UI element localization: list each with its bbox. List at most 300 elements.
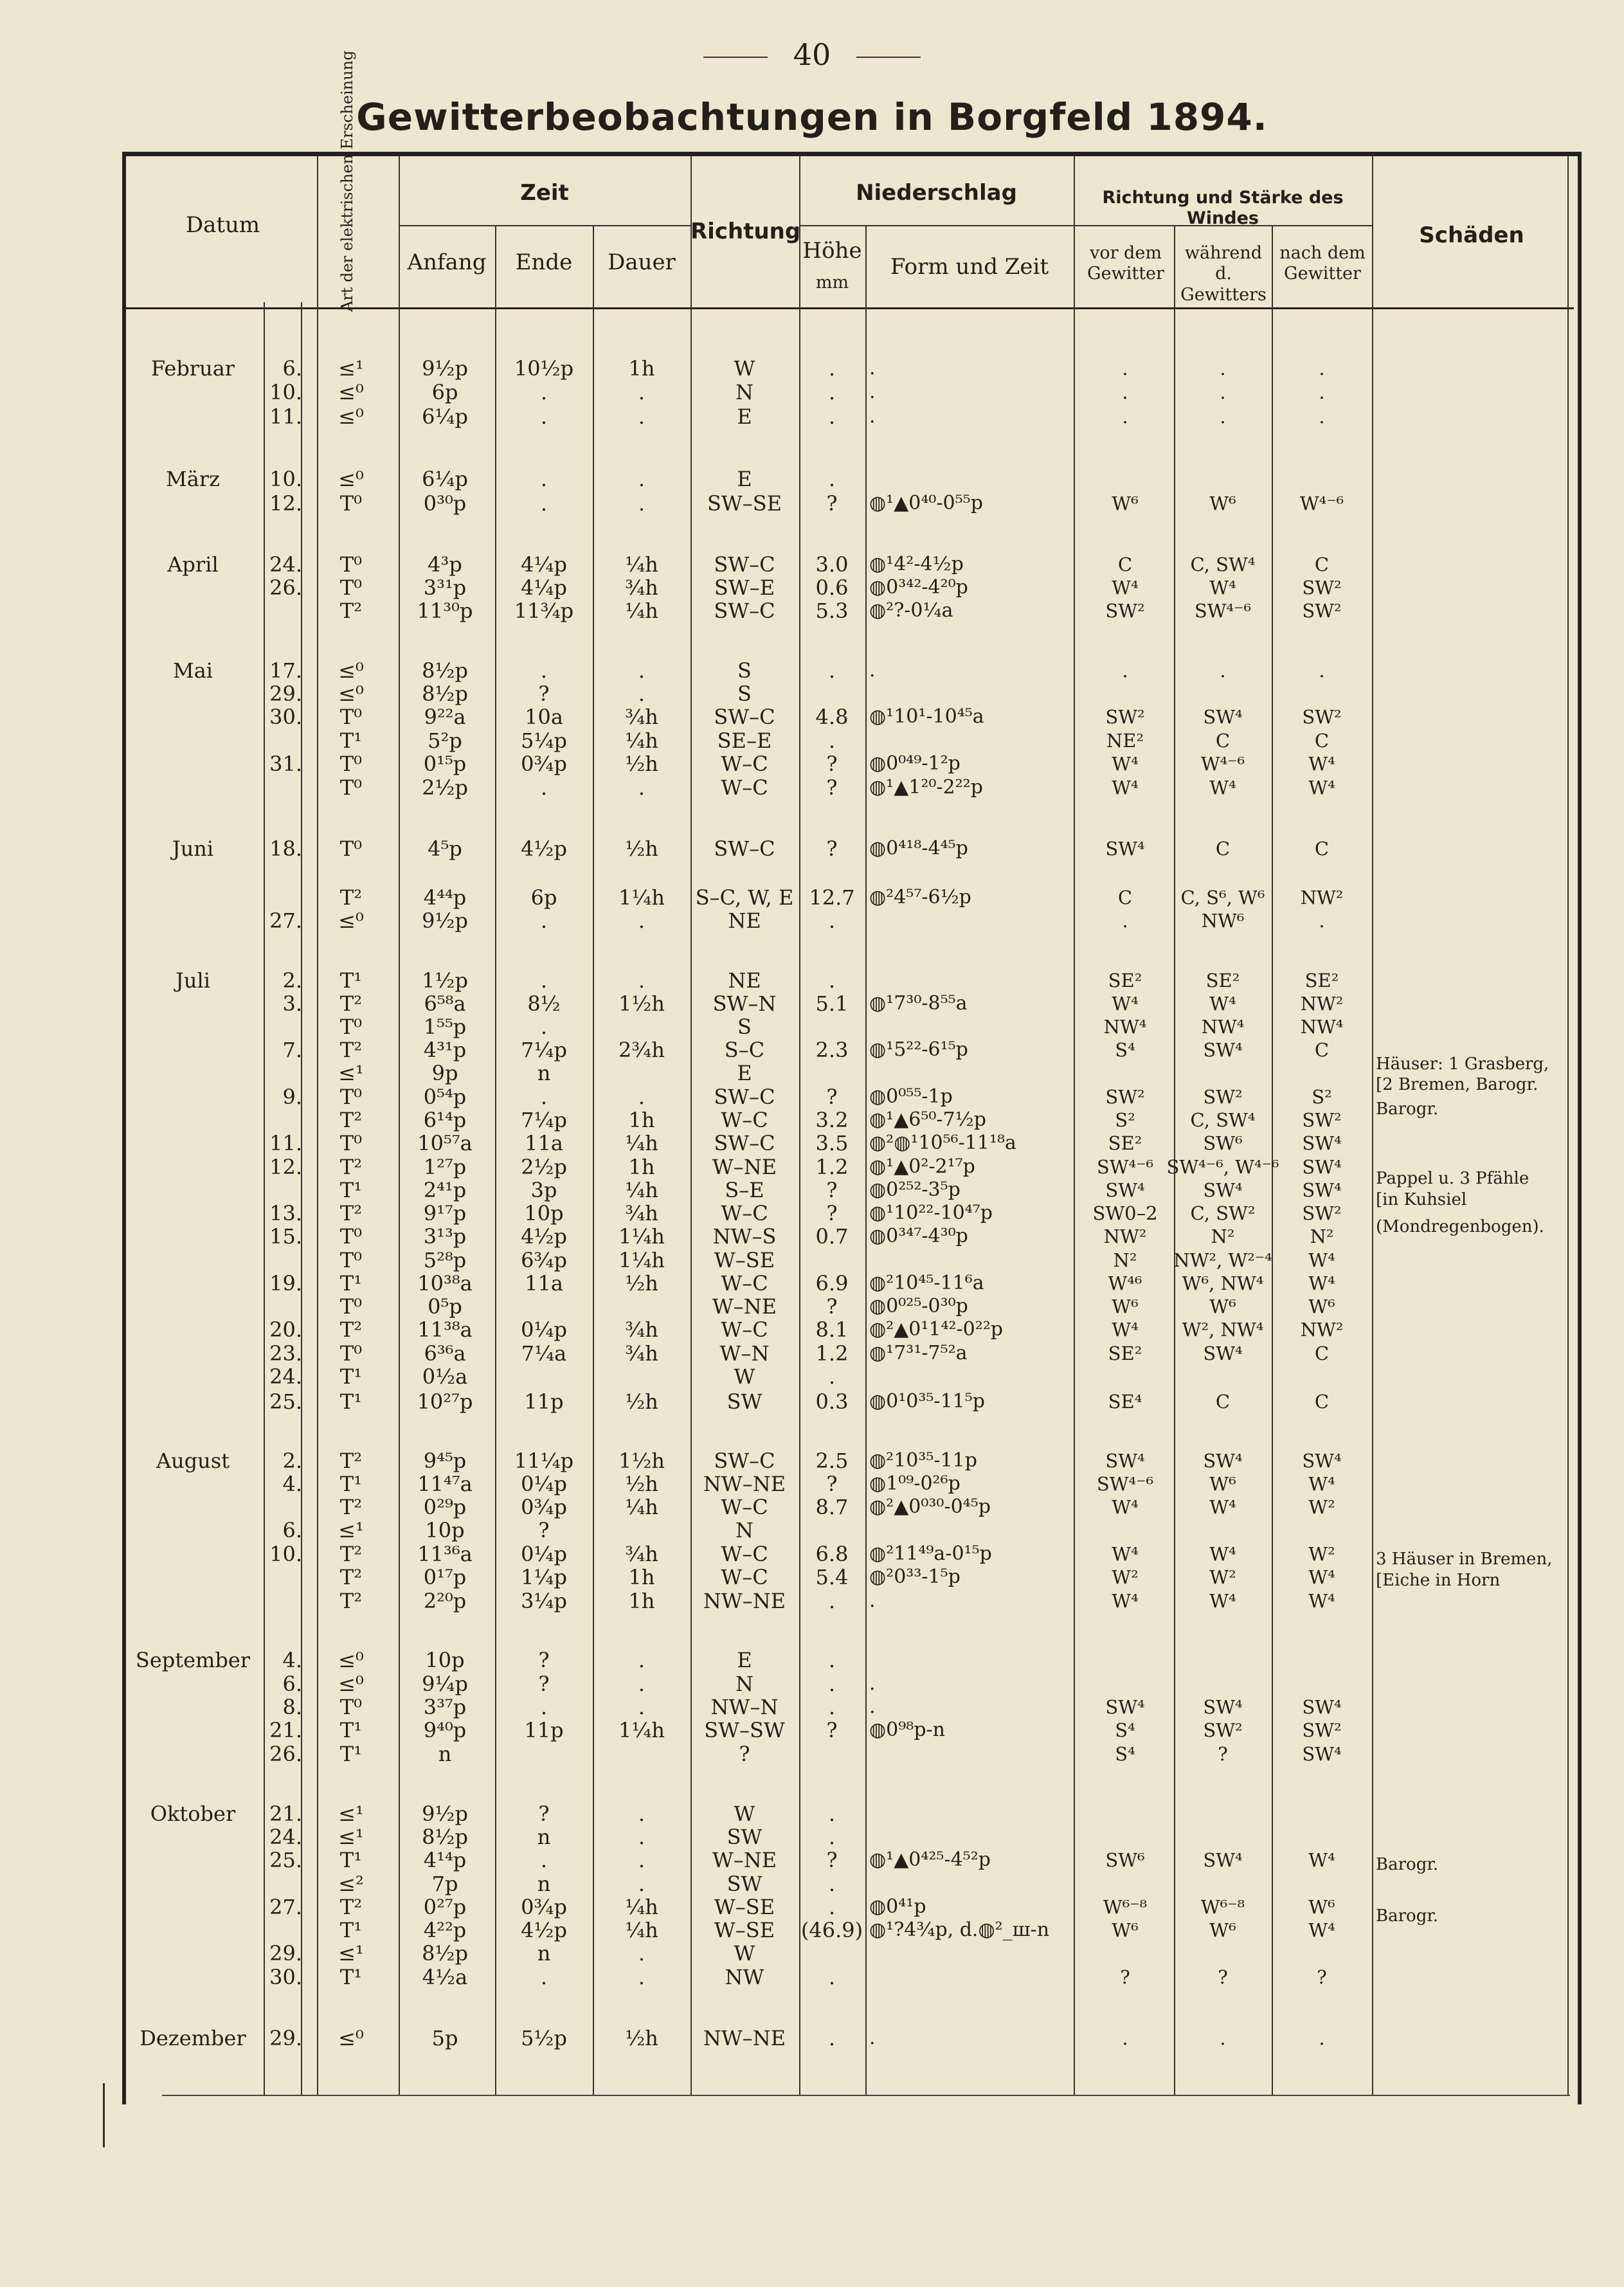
row-wind-waehrend: SW⁴ — [1203, 706, 1243, 728]
header-anfang: Anfang — [407, 249, 487, 275]
row-art: T⁰ — [339, 1294, 363, 1319]
row-month: Juli — [176, 968, 210, 993]
row-ende: ? — [538, 1648, 550, 1672]
row-day: 29. — [269, 2026, 302, 2050]
row-wind-nach: ? — [1317, 1966, 1327, 1988]
row-art: T¹ — [339, 1918, 363, 1942]
row-ende: . — [540, 1965, 548, 1989]
row-form: ◍¹10²²-10⁴⁷p — [869, 1202, 993, 1224]
row-richtung: NW–NE — [703, 2026, 786, 2050]
row-art: T¹ — [339, 968, 363, 993]
row-wind-nach: SW⁴ — [1302, 1743, 1342, 1765]
row-form: ◍²10³⁵-11p — [869, 1449, 977, 1472]
row-art: T² — [339, 1155, 363, 1179]
row-form: . — [869, 1695, 876, 1718]
row-ende: n — [537, 1825, 551, 1849]
row-form: . — [869, 1589, 876, 1612]
row-richtung: W–C — [721, 1271, 768, 1296]
row-dauer: . — [638, 908, 645, 933]
row-hoehe: 2.5 — [815, 1449, 849, 1473]
row-wind-waehrend: SW⁴ — [1203, 1342, 1243, 1364]
row-art: ≤² — [338, 1872, 364, 1896]
row-hoehe: . — [828, 1364, 836, 1389]
row-hoehe: 6.8 — [815, 1542, 849, 1566]
row-form: ◍0⁰⁵⁵-1p — [869, 1085, 953, 1108]
row-anfang: 6¹⁴p — [423, 1108, 467, 1132]
row-ende: n — [537, 1941, 551, 1966]
row-anfang: 10³⁸a — [417, 1271, 473, 1296]
row-wind-waehrend: C — [1215, 1391, 1231, 1413]
row-anfang: 9²²a — [424, 705, 466, 729]
row-art: T² — [339, 1108, 363, 1132]
row-anfang: 9½p — [422, 908, 468, 933]
header-niederschlag: Niederschlag — [856, 180, 1017, 206]
row-richtung: E — [737, 1648, 752, 1672]
row-anfang: 4¹⁴p — [423, 1848, 467, 1872]
row-wind-waehrend: W⁶ — [1209, 1473, 1236, 1495]
row-dauer: ½h — [625, 752, 658, 776]
row-ende: 5¼p — [521, 728, 567, 753]
row-ende: . — [540, 1085, 548, 1109]
row-richtung: SW–C — [714, 1085, 775, 1109]
row-day: 10. — [269, 1542, 302, 1566]
row-richtung: W–C — [721, 752, 768, 776]
row-richtung: SW — [726, 1825, 762, 1849]
row-ende: n — [537, 1872, 551, 1896]
row-art: T⁰ — [339, 1224, 363, 1249]
zeit-rule — [399, 225, 690, 226]
row-day: 30. — [269, 1965, 302, 1989]
row-day: 24. — [269, 552, 302, 577]
row-dauer: . — [638, 380, 645, 404]
row-dauer: . — [638, 1085, 645, 1109]
row-day: 8. — [282, 1695, 302, 1719]
row-wind-vor: W⁴ — [1112, 577, 1139, 599]
col-line — [495, 225, 496, 2095]
row-dauer: 1h — [628, 356, 655, 381]
row-anfang: 5²⁸p — [423, 1248, 467, 1272]
page-number: 40 — [0, 37, 1624, 72]
header-mm: mm — [815, 273, 849, 293]
row-richtung: E — [737, 404, 752, 429]
row-anfang: 4⁴⁴p — [423, 885, 467, 910]
row-wind-vor: SW⁴⁻⁶ — [1096, 1156, 1154, 1178]
row-ende: 2½p — [521, 1155, 567, 1179]
row-ende: ? — [538, 1672, 550, 1696]
row-hoehe: 1.2 — [815, 1341, 849, 1366]
row-wind-nach: SW⁴ — [1302, 1156, 1342, 1178]
row-wind-nach: . — [1319, 357, 1325, 379]
row-day: 9. — [282, 1085, 302, 1109]
col-line — [593, 225, 594, 2095]
row-ende: ? — [538, 1518, 550, 1542]
row-wind-waehrend: W⁴⁻⁶ — [1200, 753, 1245, 775]
row-anfang: 5²p — [428, 728, 462, 753]
row-month: August — [156, 1449, 230, 1473]
row-wind-nach: SE² — [1304, 970, 1339, 991]
row-wind-nach: W² — [1308, 1496, 1335, 1518]
row-dauer: ¼h — [625, 1918, 658, 1942]
row-art: ≤¹ — [338, 1941, 364, 1966]
row-richtung: SW–C — [714, 836, 775, 861]
row-hoehe: 0.6 — [815, 575, 849, 600]
row-ende: . — [540, 908, 548, 933]
row-richtung: SW–SE — [707, 491, 782, 516]
damage-note: Häuser: 1 Grasberg, — [1376, 1054, 1549, 1074]
row-art: ≤⁰ — [338, 380, 364, 404]
row-wind-vor: . — [1122, 2027, 1128, 2049]
row-hoehe: . — [828, 467, 836, 491]
row-form: ◍0⁴¹p — [869, 1895, 926, 1918]
row-form: ◍²11⁴⁹a-0¹⁵p — [869, 1542, 992, 1565]
row-form: ◍²▲0⁰³⁰-0⁴⁵p — [869, 1496, 991, 1518]
row-wind-nach: W⁶ — [1308, 1296, 1335, 1317]
row-wind-waehrend: C — [1215, 730, 1231, 752]
header-hoehe: Höhe — [802, 238, 862, 264]
col-line — [1372, 156, 1373, 2095]
header-ende: Ende — [515, 249, 573, 275]
header-datum: Datum — [185, 212, 260, 238]
row-wind-vor: W⁴ — [1112, 1496, 1139, 1518]
row-ende: 0¾p — [521, 1495, 567, 1519]
row-hoehe: 12.7 — [809, 885, 855, 910]
row-wind-vor: S⁴ — [1115, 1743, 1135, 1765]
row-ende: 10a — [525, 705, 563, 729]
row-dauer: ½h — [625, 1389, 658, 1414]
row-richtung: W–SE — [714, 1895, 775, 1919]
row-hoehe: . — [828, 908, 836, 933]
row-dauer: 1¼h — [618, 1224, 665, 1249]
row-richtung: W–C — [721, 1542, 768, 1566]
row-richtung: W — [734, 1364, 755, 1389]
row-anfang: 1½p — [422, 968, 468, 993]
row-hoehe: 6.9 — [815, 1271, 849, 1296]
row-art: ≤¹ — [338, 1802, 364, 1826]
row-ende: n — [537, 1061, 551, 1085]
row-anfang: 9p — [431, 1061, 458, 1085]
row-richtung: N — [735, 380, 753, 404]
row-dauer: 1½h — [618, 1449, 665, 1473]
row-wind-waehrend: SW⁴ — [1203, 1450, 1243, 1472]
row-anfang: 6¼p — [422, 467, 468, 491]
row-anfang: 10p — [425, 1518, 465, 1542]
row-wind-waehrend: C, SW² — [1190, 1202, 1256, 1224]
row-hoehe: ? — [826, 1201, 838, 1225]
row-day: 25. — [269, 1848, 302, 1872]
header-dauer: Dauer — [608, 249, 676, 275]
row-ende: . — [540, 1848, 548, 1872]
row-wind-nach: W² — [1308, 1543, 1335, 1565]
row-day: 21. — [269, 1718, 302, 1742]
row-form: . — [869, 1672, 876, 1695]
row-ende: 7¼a — [521, 1341, 567, 1366]
row-anfang: 4⁵p — [428, 836, 462, 861]
row-anfang: 8½p — [422, 658, 468, 683]
row-form: ◍0⁹⁸p-n — [869, 1719, 945, 1741]
row-wind-vor: S⁴ — [1115, 1719, 1135, 1741]
row-dauer: ¾h — [625, 705, 658, 729]
header-form-zeit: Form und Zeit — [890, 254, 1049, 280]
row-hoehe: . — [828, 1825, 836, 1849]
row-wind-vor: W⁴ — [1112, 753, 1139, 775]
row-wind-nach: W⁴ — [1308, 1590, 1335, 1612]
row-wind-waehrend: C, SW⁴ — [1190, 554, 1256, 575]
row-anfang: 11³⁸a — [417, 1317, 473, 1342]
row-day: 30. — [269, 705, 302, 729]
row-anfang: 4³p — [428, 552, 462, 577]
col-line — [264, 302, 265, 2096]
row-wind-waehrend: SW² — [1203, 1719, 1243, 1741]
row-wind-nach: W⁴ — [1308, 777, 1335, 799]
row-richtung: W — [734, 356, 755, 381]
row-dauer: 1h — [628, 1589, 655, 1613]
row-wind-waehrend: ? — [1218, 1743, 1228, 1765]
row-ende: 4½p — [521, 1918, 567, 1942]
row-richtung: W–C — [721, 1565, 768, 1589]
header-zeit: Zeit — [520, 180, 569, 206]
row-anfang: 11⁴⁷a — [417, 1472, 473, 1496]
row-wind-nach: . — [1319, 381, 1325, 403]
damage-note: Barogr. — [1376, 1855, 1439, 1874]
row-form: ◍¹▲6⁵⁰-7½p — [869, 1108, 986, 1131]
row-art: T² — [339, 1565, 363, 1589]
row-form: ◍¹▲0⁴⁰-0⁵⁵p — [869, 492, 983, 514]
row-dauer: 1h — [628, 1565, 655, 1589]
row-art: T² — [339, 991, 363, 1016]
row-art: T² — [339, 1895, 363, 1919]
row-art: T² — [339, 1038, 363, 1062]
row-day: 6. — [282, 356, 302, 381]
row-form: ◍²10⁴⁵-11⁶a — [869, 1272, 984, 1294]
row-dauer: . — [638, 1941, 645, 1966]
row-anfang: 3³⁷p — [423, 1695, 467, 1719]
row-month: April — [167, 552, 219, 577]
row-wind-nach: . — [1319, 660, 1325, 682]
row-wind-waehrend: SW⁶ — [1203, 1132, 1243, 1154]
row-hoehe: ? — [826, 775, 838, 800]
row-ende: 11p — [524, 1389, 564, 1414]
row-art: T¹ — [339, 728, 363, 753]
row-art: T⁰ — [339, 552, 363, 577]
col-line — [865, 225, 867, 2095]
row-month: Mai — [172, 658, 213, 683]
col-line — [690, 156, 692, 2095]
row-form: ◍0⁴¹⁸-4⁴⁵p — [869, 837, 968, 860]
row-wind-vor: SW⁶ — [1105, 1849, 1145, 1871]
row-art: T¹ — [339, 1364, 363, 1389]
row-anfang: 9⁴⁰p — [423, 1718, 467, 1742]
row-richtung: ? — [739, 1742, 750, 1766]
row-anfang: 7p — [431, 1872, 458, 1896]
row-form: ◍²◍¹10⁵⁶-11¹⁸a — [869, 1132, 1016, 1154]
row-ende: 11a — [525, 1131, 563, 1155]
row-ende: 3p — [530, 1178, 557, 1202]
row-anfang: 11³⁶a — [417, 1542, 473, 1566]
row-wind-nach: W⁴ — [1308, 1272, 1335, 1294]
row-anfang: 10p — [425, 1648, 465, 1672]
row-wind-waehrend: W⁴ — [1209, 1496, 1236, 1518]
row-dauer: 2¾h — [618, 1038, 665, 1062]
row-richtung: W–N — [719, 1341, 770, 1366]
row-art: ≤⁰ — [338, 1648, 364, 1672]
row-richtung: W–C — [721, 775, 768, 800]
row-wind-waehrend: SE² — [1205, 970, 1240, 991]
row-wind-waehrend: W⁶ — [1209, 1919, 1236, 1941]
row-wind-nach: W⁴ — [1308, 1919, 1335, 1941]
row-dauer: ¼h — [625, 599, 658, 623]
row-richtung: E — [737, 467, 752, 491]
row-form: ◍0²⁵²-3⁵p — [869, 1179, 961, 1201]
row-form: . — [869, 381, 876, 403]
row-wind-nach: SW² — [1302, 1202, 1342, 1224]
niederschlag-rule — [799, 225, 1074, 226]
row-wind-waehrend: W² — [1209, 1566, 1236, 1588]
row-day: 21. — [269, 1802, 302, 1826]
col-line — [399, 156, 400, 2095]
row-dauer: . — [638, 682, 645, 706]
row-anfang: 11³⁰p — [417, 599, 473, 623]
row-anfang: 3¹³p — [423, 1224, 467, 1249]
row-wind-waehrend: W⁴ — [1209, 1590, 1236, 1612]
row-form: ◍²?-0¼a — [869, 599, 953, 622]
row-wind-nach: W⁶ — [1308, 1896, 1335, 1918]
row-wind-nach: NW⁴ — [1300, 1016, 1344, 1038]
row-anfang: 2²⁰p — [423, 1589, 467, 1613]
row-art: ≤⁰ — [338, 682, 364, 706]
row-wind-nach: C — [1314, 1039, 1330, 1061]
row-richtung: SW–E — [714, 575, 775, 600]
row-dauer: . — [638, 1695, 645, 1719]
row-richtung: W–C — [721, 1108, 768, 1132]
row-wind-waehrend: C — [1215, 838, 1231, 860]
row-day: 27. — [269, 1895, 302, 1919]
row-wind-vor: SE⁴ — [1108, 1391, 1142, 1413]
row-dauer: 1h — [628, 1155, 655, 1179]
row-anfang: 0¹⁷p — [423, 1565, 467, 1589]
row-art: T² — [339, 1589, 363, 1613]
row-richtung: W–SE — [714, 1248, 775, 1272]
row-dauer: ½h — [625, 1271, 658, 1296]
row-form: ◍0⁰²⁵-0³⁰p — [869, 1295, 968, 1317]
row-wind-nach: NW² — [1300, 993, 1344, 1015]
row-art: ≤⁰ — [338, 658, 364, 683]
row-dauer: ¼h — [625, 1495, 658, 1519]
row-wind-vor: W⁴⁶ — [1108, 1272, 1142, 1294]
row-day: 11. — [269, 1131, 302, 1155]
row-wind-waehrend: . — [1220, 660, 1226, 682]
row-dauer: 1½h — [618, 991, 665, 1016]
row-wind-waehrend: W⁶, NW⁴ — [1182, 1272, 1264, 1294]
row-day: 24. — [269, 1825, 302, 1849]
row-hoehe: 8.7 — [815, 1495, 849, 1519]
row-dauer: . — [638, 1802, 645, 1826]
row-anfang: 9½p — [422, 356, 468, 381]
row-wind-nach: SW⁴ — [1302, 1696, 1342, 1718]
row-wind-vor: S² — [1115, 1109, 1135, 1131]
row-art: T¹ — [339, 1389, 363, 1414]
row-hoehe: ? — [826, 1178, 838, 1202]
row-form: ◍¹▲0²-2¹⁷p — [869, 1155, 975, 1178]
row-wind-nach: SW² — [1302, 600, 1342, 622]
row-day: 6. — [282, 1518, 302, 1542]
row-dauer: ¼h — [625, 1131, 658, 1155]
col-line — [317, 156, 318, 2095]
row-wind-nach: SW² — [1302, 1719, 1342, 1741]
damage-note: Pappel u. 3 Pfähle — [1376, 1169, 1529, 1188]
row-wind-nach: W⁴ — [1308, 1849, 1335, 1871]
row-richtung: N — [735, 1518, 753, 1542]
row-dauer: . — [638, 1672, 645, 1696]
row-ende: 7¼p — [521, 1038, 567, 1062]
damage-note: [Eiche in Horn — [1376, 1571, 1501, 1590]
row-anfang: 6³⁶a — [424, 1341, 466, 1366]
row-day: 4. — [282, 1648, 302, 1672]
row-art: T⁰ — [339, 1085, 363, 1109]
row-day: 17. — [269, 658, 302, 683]
row-art: T⁰ — [339, 575, 363, 600]
row-wind-waehrend: C, SW⁴ — [1190, 1109, 1256, 1131]
row-art: T¹ — [339, 1965, 363, 1989]
row-wind-vor: SW⁴ — [1105, 1696, 1145, 1718]
row-wind-nach: SW⁴ — [1302, 1179, 1342, 1201]
row-anfang: 4³¹p — [423, 1038, 467, 1062]
row-day: 10. — [269, 380, 302, 404]
row-richtung: SW–C — [714, 599, 775, 623]
row-ende: . — [540, 380, 548, 404]
row-wind-nach: SW² — [1302, 706, 1342, 728]
row-art: T⁰ — [339, 836, 363, 861]
row-art: ≤⁰ — [338, 908, 364, 933]
bottom-rule — [162, 2095, 1570, 2096]
col-line — [799, 156, 800, 2095]
row-form: ◍¹5²²-6¹⁵p — [869, 1038, 968, 1061]
row-month: Dezember — [140, 2026, 246, 2050]
row-dauer: ¾h — [625, 575, 658, 600]
row-anfang: 9¼p — [422, 1672, 468, 1696]
row-anfang: 6¼p — [422, 404, 468, 429]
row-form: ◍²▲0¹1⁴²-0²²p — [869, 1318, 1004, 1341]
row-wind-nach: W⁴ — [1308, 753, 1335, 775]
row-wind-waehrend: SW⁴ — [1203, 1696, 1243, 1718]
row-wind-nach: C — [1314, 1391, 1330, 1413]
row-ende: 11a — [525, 1271, 563, 1296]
row-form: ◍¹▲1²⁰-2²²p — [869, 776, 983, 799]
row-day: 26. — [269, 1742, 302, 1766]
row-day: 6. — [282, 1672, 302, 1696]
row-ende: 11¾p — [514, 599, 574, 623]
row-dauer: ¼h — [625, 1178, 658, 1202]
row-anfang: 2½p — [422, 775, 468, 800]
row-anfang: 6p — [431, 380, 458, 404]
row-ende: 10½p — [514, 356, 574, 381]
row-dauer: ¼h — [625, 552, 658, 577]
row-anfang: 0²⁹p — [423, 1495, 467, 1519]
row-art: T² — [339, 1449, 363, 1473]
row-form: ◍¹7³⁰-8⁵⁵a — [869, 992, 968, 1015]
row-month: Februar — [150, 356, 235, 381]
row-form: ◍0¹0³⁵-11⁵p — [869, 1390, 985, 1413]
header-wind-waehrend: während d. Gewitters — [1180, 243, 1267, 305]
row-art: T¹ — [339, 1472, 363, 1496]
col-line — [1567, 156, 1569, 2095]
row-wind-vor: W⁴ — [1112, 1319, 1139, 1341]
row-dauer: ½h — [625, 836, 658, 861]
row-form: . — [869, 2027, 876, 2049]
row-ende: . — [540, 1015, 548, 1039]
row-richtung: W–C — [721, 1201, 768, 1225]
row-form: . — [869, 659, 876, 682]
col-line — [1074, 156, 1075, 2095]
